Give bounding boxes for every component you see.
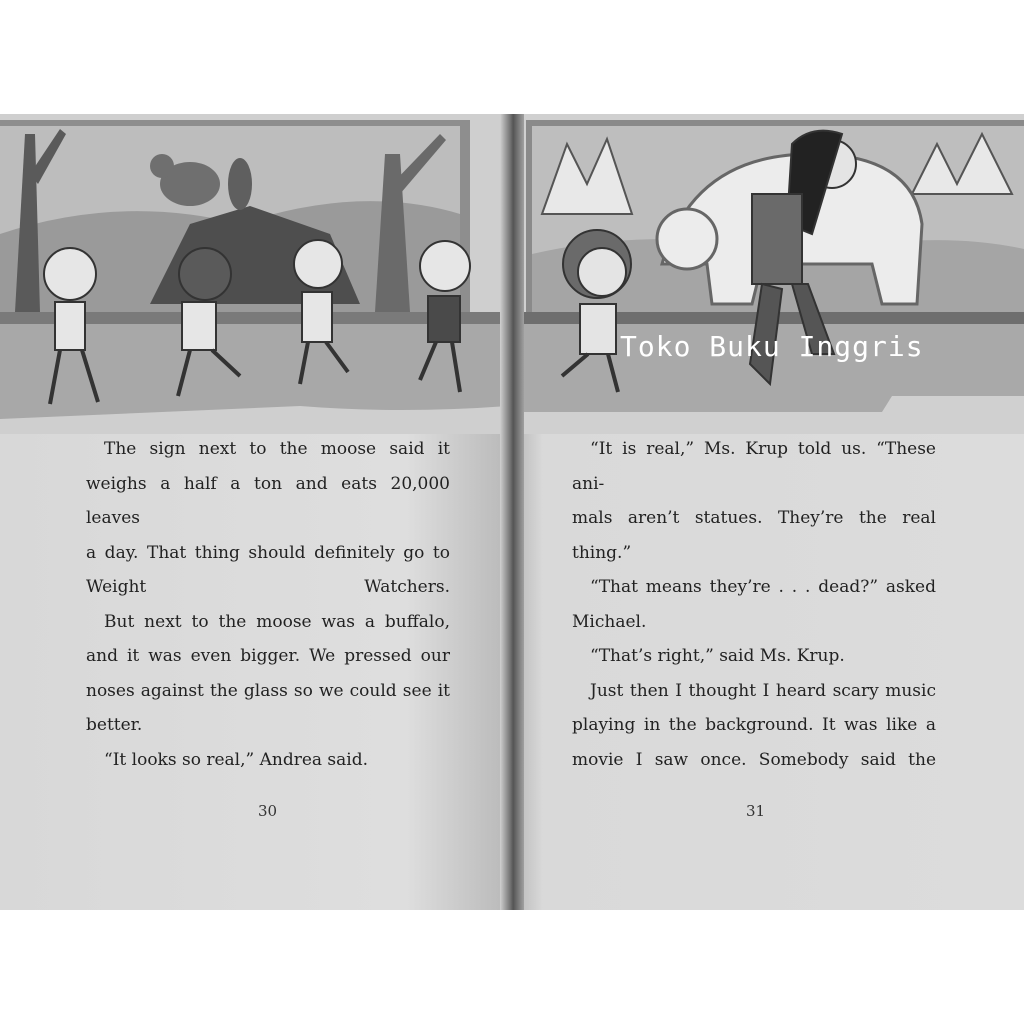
text-line: thing.” <box>572 542 632 563</box>
text-line: playing in the background. It was like a <box>572 715 936 735</box>
left-illustration <box>0 114 508 434</box>
text-line: “It looks so real,” Andrea said. <box>104 749 369 770</box>
watermark: Toko Buku Inggris <box>620 330 924 363</box>
right-page <box>512 114 1024 910</box>
page-number: 31 <box>746 802 766 820</box>
text-line: movie I saw once. Somebody said the <box>572 749 936 770</box>
text-line: a day. That thing should definitely go to <box>86 542 450 563</box>
text-line: The sign next to the moose said it <box>104 439 450 459</box>
paragraph <box>86 605 450 743</box>
book-gutter <box>500 114 524 910</box>
text-line: Michael. <box>572 611 647 632</box>
text-line: “That means they’re . . . dead?” asked <box>590 577 936 597</box>
left-page <box>0 114 508 910</box>
paragraph <box>572 570 936 639</box>
paragraph <box>572 432 936 570</box>
paragraph <box>86 743 450 778</box>
right-illustration <box>512 114 1024 434</box>
text-line: noses against the glass so we could see it <box>86 680 450 701</box>
text-line: “It is real,” Ms. Krup told us. “These ani- <box>572 439 936 494</box>
page-number: 30 <box>258 802 278 820</box>
text-line: better. <box>86 715 143 735</box>
text-line: Weight Watchers. <box>86 577 450 597</box>
text-line: Just then I thought I heard scary music <box>590 680 936 701</box>
right-page-text <box>572 432 936 777</box>
text-line: mals aren’t statues. They’re the real <box>572 508 936 528</box>
text-line: and it was even bigger. We pressed our <box>86 646 450 666</box>
paragraph <box>86 432 450 605</box>
paragraph <box>572 674 936 778</box>
paragraph <box>572 639 936 674</box>
left-page-text <box>86 432 450 777</box>
text-line: weighs a half a ton and eats 20,000 leaves <box>86 473 450 528</box>
text-line: “That’s right,” said Ms. Krup. <box>590 646 845 666</box>
book-spread <box>0 114 1024 910</box>
text-line: But next to the moose was a buffalo, <box>104 611 450 632</box>
